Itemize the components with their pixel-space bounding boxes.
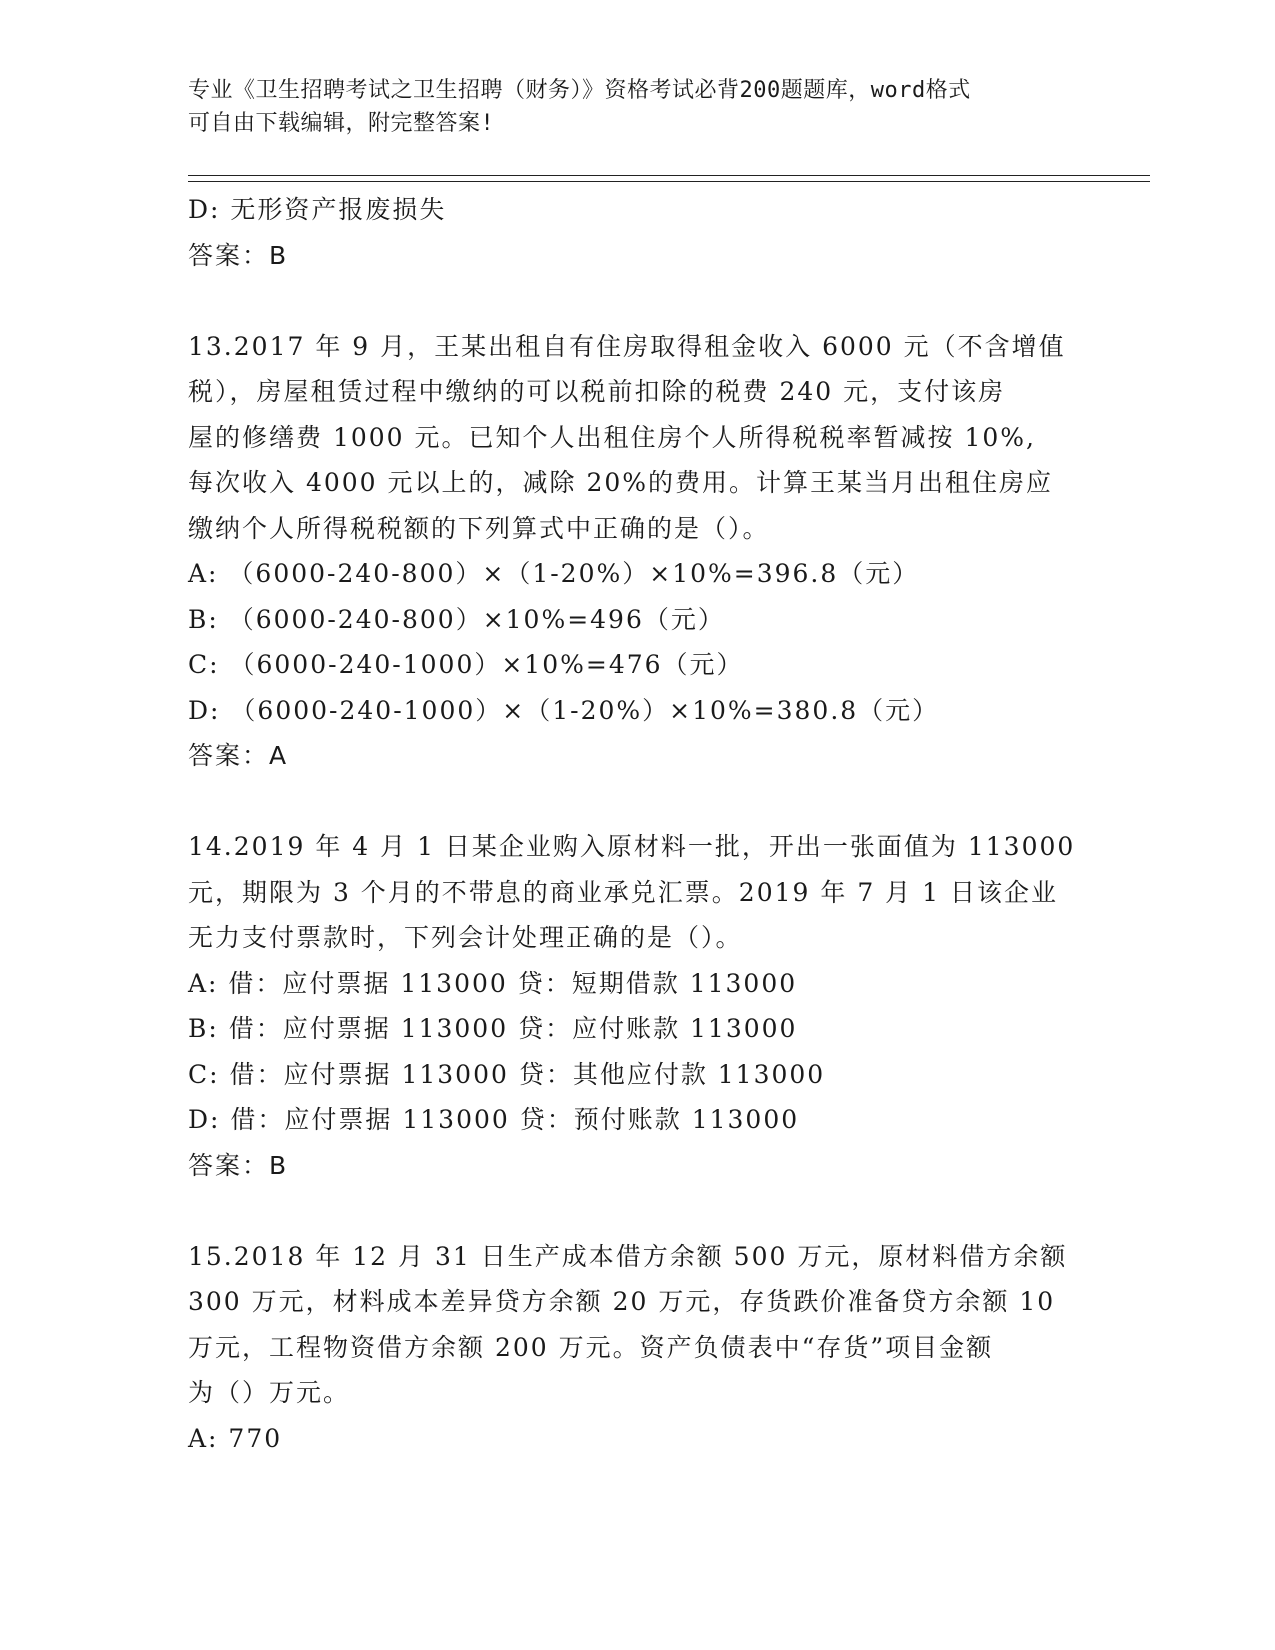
option-c: C: 借：应付票据 113000 贷：其他应付款 113000: [188, 1059, 826, 1089]
header-line-2: 可自由下载编辑，附完整答案!: [188, 111, 495, 136]
question-spacer: [188, 779, 1088, 825]
option-b: B: 借：应付票据 113000 贷：应付账款 113000: [188, 1014, 798, 1043]
option-a: A: 借：应付票据 113000 贷：短期借款 113000: [188, 968, 798, 998]
question-stem-line: 14.2019 年 4 月 1 日某企业购入原材料一批，开出一张面值为 113000: [188, 832, 1076, 861]
answer-line: 答案：B: [188, 240, 289, 270]
header-divider-bottom: [188, 181, 1150, 182]
question-stem-line: 为（）万元。: [188, 1378, 351, 1407]
header-line-1: 专业《卫生招聘考试之卫生招聘（财务）》资格考试必背200题题库，word格式: [188, 78, 971, 103]
question-stem-line: 无力支付票款时，下列会计处理正确的是（）。: [188, 923, 743, 952]
question-stem-line: 15.2018 年 12 月 31 日生产成本借方余额 500 万元，原材料借方余额: [188, 1241, 1068, 1271]
question-13: [188, 324, 1088, 779]
answer-line: 答案：B: [188, 1150, 289, 1180]
answer-line: 答案：A: [188, 741, 289, 770]
option-d: D: （6000-240-1000）×（1-20%）×10%=380.8（元）: [188, 695, 940, 725]
option-c: C: （6000-240-1000）×10%=476（元）: [188, 650, 744, 679]
document-body: [188, 187, 1088, 1461]
question-14: [188, 824, 1088, 1188]
option-a: A: （6000-240-800）×（1-20%）×10%=396.8（元）: [188, 559, 920, 588]
question-spacer: [188, 278, 1088, 324]
question-12-tail: [188, 187, 1088, 278]
question-stem-line: 屋的修缮费 1000 元。已知个人出租住房个人所得税税率暂减按 10%,: [188, 422, 1036, 452]
option-d: D: 借：应付票据 113000 贷：预付账款 113000: [188, 1105, 800, 1134]
header-divider-top: [188, 175, 1150, 176]
option-b: B: （6000-240-800）×10%=496（元）: [188, 604, 725, 634]
question-stem-line: 13.2017 年 9 月，王某出租自有住房取得租金收入 6000 元（不含增值: [188, 331, 1066, 361]
question-stem-line: 税），房屋租赁过程中缴纳的可以税前扣除的税费 240 元，支付该房: [188, 377, 1006, 406]
question-stem-line: 300 万元，材料成本差异贷方余额 20 万元，存货跌价准备贷方余额 10: [188, 1287, 1056, 1316]
option-a: A: 770: [188, 1423, 283, 1453]
option-d: D: 无形资产报废损失: [188, 195, 447, 224]
question-15: [188, 1234, 1088, 1462]
document-header: [188, 74, 1088, 140]
question-stem-line: 缴纳个人所得税税额的下列算式中正确的是（）。: [188, 513, 770, 543]
question-stem-line: 每次收入 4000 元以上的，减除 20%的费用。计算王某当月出租住房应: [188, 468, 1054, 497]
question-spacer: [188, 1188, 1088, 1234]
question-stem-line: 万元，工程物资借方余额 200 万元。资产负债表中“存货”项目金额: [188, 1332, 994, 1362]
question-stem-line: 元，期限为 3 个月的不带息的商业承兑汇票。2019 年 7 月 1 日该企业: [188, 877, 1058, 907]
